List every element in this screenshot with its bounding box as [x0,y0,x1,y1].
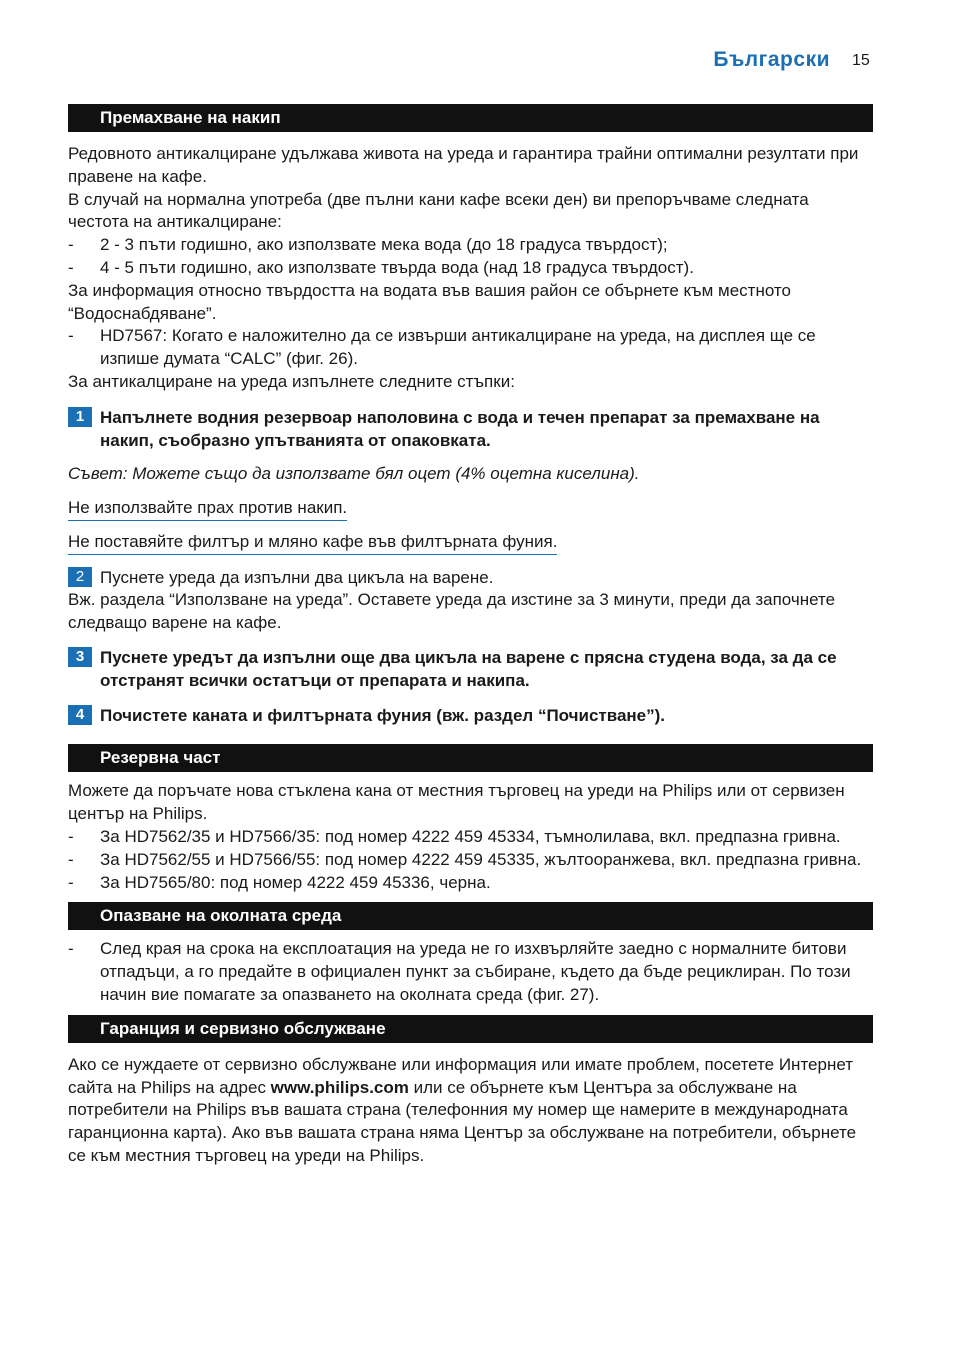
steps-intro: За антикалциране на уреда изпълнете следните стъпки: [68,371,515,391]
section-title-spare-part: Резервна част [68,744,873,772]
tip-text: Съвет: Можете също да използвате бял оцет (4% оцетна киселина). [68,463,640,483]
step-2-text: Пуснете уреда да изпълни два цикъла на варене. [100,567,494,587]
warning-no-filter: Не поставяйте филтър и мляно кафе във филтърната фуния. [68,531,557,555]
guarantee-text-start: Ако се нуждаете от сервизно обслужване или информация или имате проблем, посетете Интернет сайта на Philips на адрес [68,1054,854,1097]
environment-item-1: След края на срока на експлоатация на уреда не го изхвърляйте заедно с нормалните битови отпадъци, а го предайте в официален пункт за събиране, където да бъде рециклиран. По този начин вие помагате за опазването на околната среда (фиг. 27). [100,939,851,1004]
list-item: - За HD7562/35 и HD7566/35: под номер 4222 459 45334, тъмнолилава, вкл. предпазна гривна. [68,826,841,846]
page-content [68,104,873,1168]
calc-note-text: HD7567: Когато е наложително да се извърши антикалциране на уреда, на дисплея ще се изпише думата “CALC” (фиг. 26). [100,326,816,369]
step-number-badge: 3 [68,647,92,667]
step-2 [68,566,873,589]
list-item: - За HD7565/80: под номер 4222 459 45336, черна. [68,872,491,892]
section-title-environment: Опазване на околната среда [68,902,873,930]
philips-website-link[interactable]: www.philips.com [270,1077,409,1097]
spare-item-2: За HD7562/55 и HD7566/55: под номер 4222 459 45335, жълтооранжева, вкл. предпазна гривна. [100,849,862,869]
list-item: - 4 - 5 пъти годишно, ако използвате твърда вода (над 18 градуса твърдост). [68,257,694,277]
step-number-badge: 1 [68,407,92,427]
step-3 [68,646,873,692]
spare-intro: Можете да поръчате нова стъклена кана от местния търговец на уреди на Philips или от сервизен център на Philips. [68,781,845,824]
step-number-badge: 2 [68,567,92,587]
language-header: Български [713,48,830,71]
guarantee-text-end: или се обърнете към Центъра за обслужване на потребители на Philips във вашата страна (телефонния му номер ще намерите в международната гаранционна карта). Ако във вашата страна няма Център за обслужване на потребители, обърнете се към местния търговец на уреди на Philips. [68,1077,857,1165]
freq-hard-text: 4 - 5 пъти годишно, ако използвате твърда вода (над 18 градуса твърдост). [100,257,694,277]
spare-item-3: За HD7565/80: под номер 4222 459 45336, черна. [100,872,491,892]
warning-no-powder: Не използвайте прах против накип. [68,497,347,521]
hardness-info: За информация относно твърдостта на водата във вашия район се обърнете към местното “Водоснабдяване”. [68,280,791,323]
list-item: - След края на срока на експлоатация на уреда не го изхвърляйте заедно с нормалните битови отпадъци, а го предайте в официален пункт за събиране, където да бъде рециклиран. По този начин вие помагате за опазването на околната среда (фиг. 27). [68,939,851,1004]
step-4-text: Почистете каната и филтърната фуния (вж. раздел “Почистване”). [100,706,666,726]
list-item: - HD7567: Когато е наложително да се извърши антикалциране на уреда, на дисплея ще се изпише думата “CALC” (фиг. 26). [68,326,816,369]
section-title-descaling: Премахване на накип [68,104,873,132]
step-4 [68,704,873,727]
step-number-badge: 4 [68,705,92,725]
step-1-text: Напълнете водния резервоар наполовина с вода и течен препарат за премахване на накип, съобразно упътванията от опаковката. [100,407,820,450]
descaling-intro-2: В случай на нормална употреба (две пълни кани кафе всеки ден) ви препоръчваме следната честота на антикалциране: [68,189,809,232]
list-item: - 2 - 3 пъти годишно, ако използвате мека вода (до 18 градуса твърдост); [68,235,668,255]
spare-item-1: За HD7562/35 и HD7566/35: под номер 4222 459 45334, тъмнолилава, вкл. предпазна гривна. [100,826,841,846]
step-2-detail: Вж. раздела “Използване на уреда”. Оставете уреда да изстине за 3 минути, преди да започнете следващо варене на кафе. [68,589,836,632]
guarantee-text [68,1054,873,1168]
descaling-intro-1: Редовното антикалциране удължава живота на уреда и гарантира трайни оптимални резултати при правене на кафе. [68,144,859,186]
freq-soft-text: 2 - 3 пъти годишно, ако използвате мека вода (до 18 градуса твърдост); [100,235,668,255]
page-number: 15 [852,52,870,69]
section-title-guarantee: Гаранция и сервизно обслужване [68,1015,873,1043]
step-1 [68,406,873,452]
step-3-text: Пуснете уредът да изпълни още два цикъла на варене с прясна студена вода, за да се отстранят всички остатъци от препарата и накипа. [100,648,837,691]
list-item: - За HD7562/55 и HD7566/55: под номер 4222 459 45335, жълтооранжева, вкл. предпазна гривна. [68,849,862,869]
